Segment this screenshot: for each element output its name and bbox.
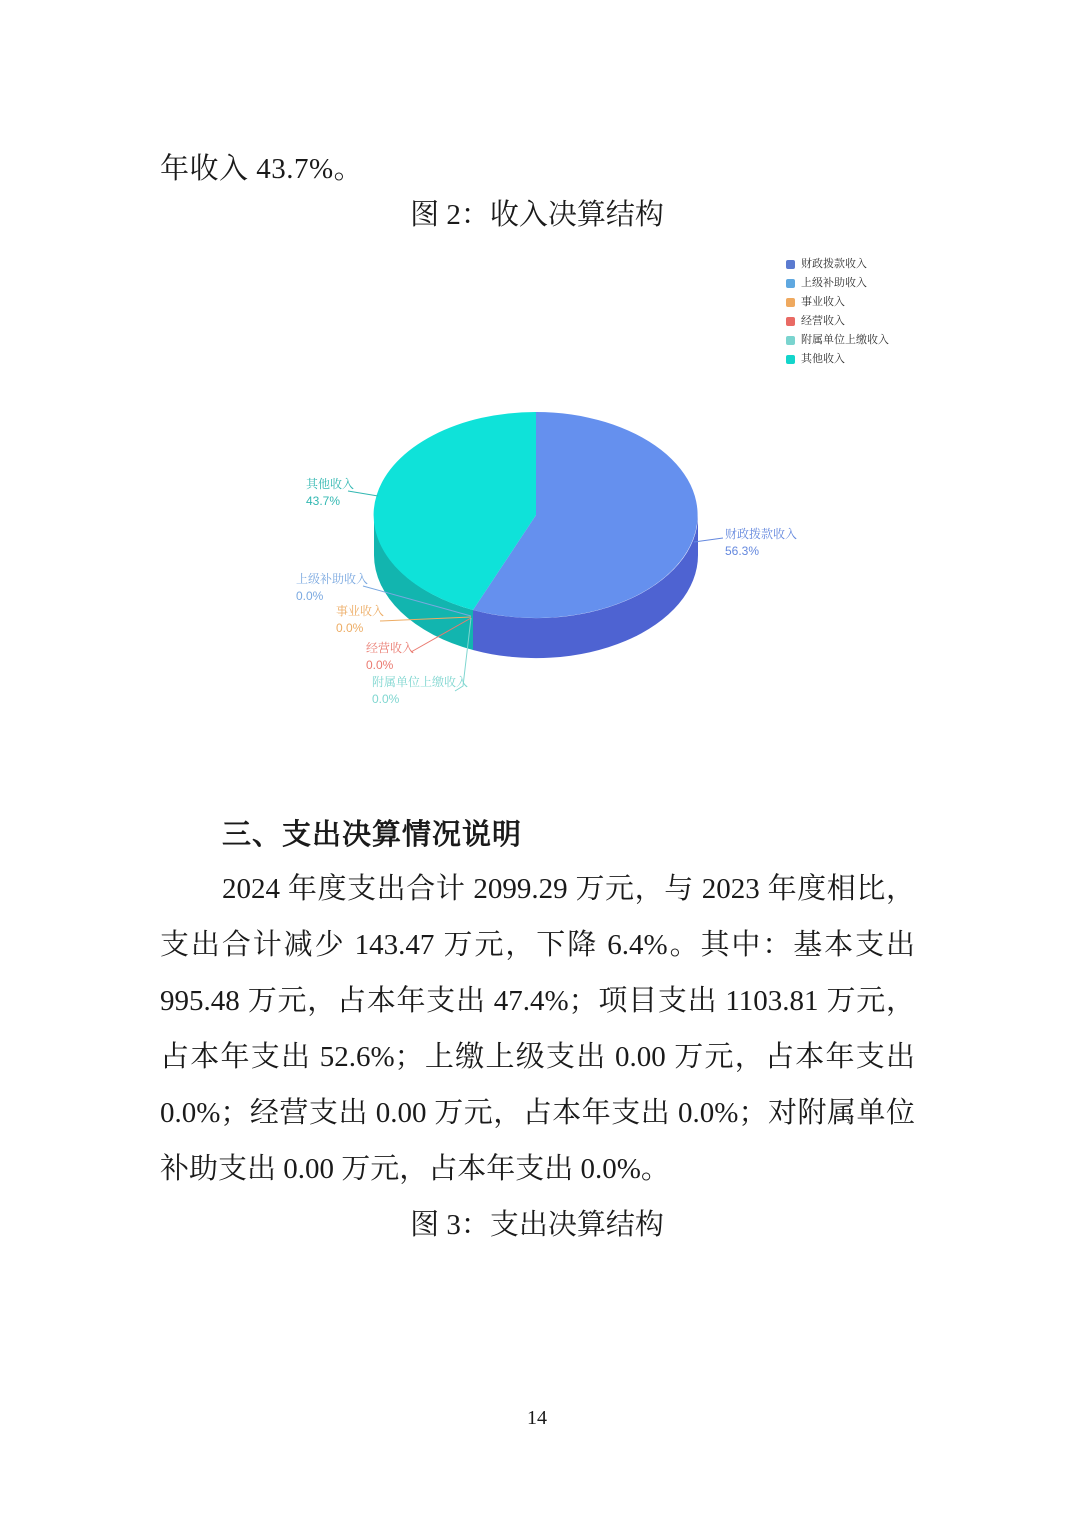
legend-item-fiscal-income [786,257,889,271]
body-line-2: 支出合计减少 143.47 万元，下降 6.4%。其中：基本支出 [160,929,915,961]
legend-label: 其他收入 [801,353,845,365]
legend-item-operating-income [786,314,889,328]
leader-line-fiscal-income [694,538,723,542]
body-line-1: 2024 年度支出合计 2099.29 万元，与 2023 年度相比， [222,873,915,905]
pie-label-business-income [336,603,384,637]
legend-item-business-income [786,295,889,309]
legend-swatch-icon [786,279,795,288]
pie-label-operating-income [366,640,414,674]
legend-swatch-icon [786,336,795,345]
pie-label-value: 0.0% [366,658,394,672]
body-line-6: 补助支出 0.00 万元，占本年支出 0.0%。 [160,1153,670,1185]
legend-swatch-icon [786,260,795,269]
intro-text: 年收入 43.7%。 [160,153,364,185]
section-heading: 三、支出决算情况说明 [222,819,523,851]
legend-label: 财政拨款收入 [801,258,867,270]
income-pie-chart [280,245,940,745]
pie-label-value: 0.0% [336,621,364,635]
legend-item-other-income [786,352,889,366]
legend-label: 事业收入 [801,296,845,308]
legend-swatch-icon [786,317,795,326]
legend-item-superior-subsidy [786,276,889,290]
pie-label-value: 43.7% [306,494,341,508]
pie-label-value: 56.3% [725,544,760,558]
pie-label-fiscal-income [725,526,797,560]
pie-label-value: 0.0% [372,692,400,706]
page-number: 14 [527,1407,547,1429]
pie-label-name: 上级补助收入 [296,572,369,586]
figure2-caption: 图 2：收入决算结构 [410,199,664,231]
legend-label: 附属单位上缴收入 [801,334,889,346]
legend-label: 上级补助收入 [801,277,867,289]
pie-label-affiliated-income [372,674,468,708]
body-line-4: 占本年支出 52.6%；上缴上级支出 0.00 万元，占本年支出 [160,1041,915,1073]
pie-label-superior-subsidy [296,571,368,605]
body-line-3: 995.48 万元，占本年支出 47.4%；项目支出 1103.81 万元， [160,985,915,1017]
pie-label-value: 0.0% [296,589,324,603]
legend-swatch-icon [786,298,795,307]
legend-label: 经营收入 [801,315,845,327]
legend-item-affiliated-income [786,333,889,347]
pie-label-name: 事业收入 [336,604,385,618]
legend-swatch-icon [786,355,795,364]
pie-label-other-income [306,476,354,510]
body-line-5: 0.0%；经营支出 0.00 万元，占本年支出 0.0%；对附属单位 [160,1097,915,1129]
figure3-caption: 图 3：支出决算结构 [410,1209,664,1241]
pie-label-name: 经营收入 [366,641,415,655]
pie-label-name: 附属单位上缴收入 [372,675,469,689]
chart-legend [786,257,889,371]
pie-label-name: 其他收入 [306,477,355,491]
pie-label-name: 财政拨款收入 [725,527,798,541]
